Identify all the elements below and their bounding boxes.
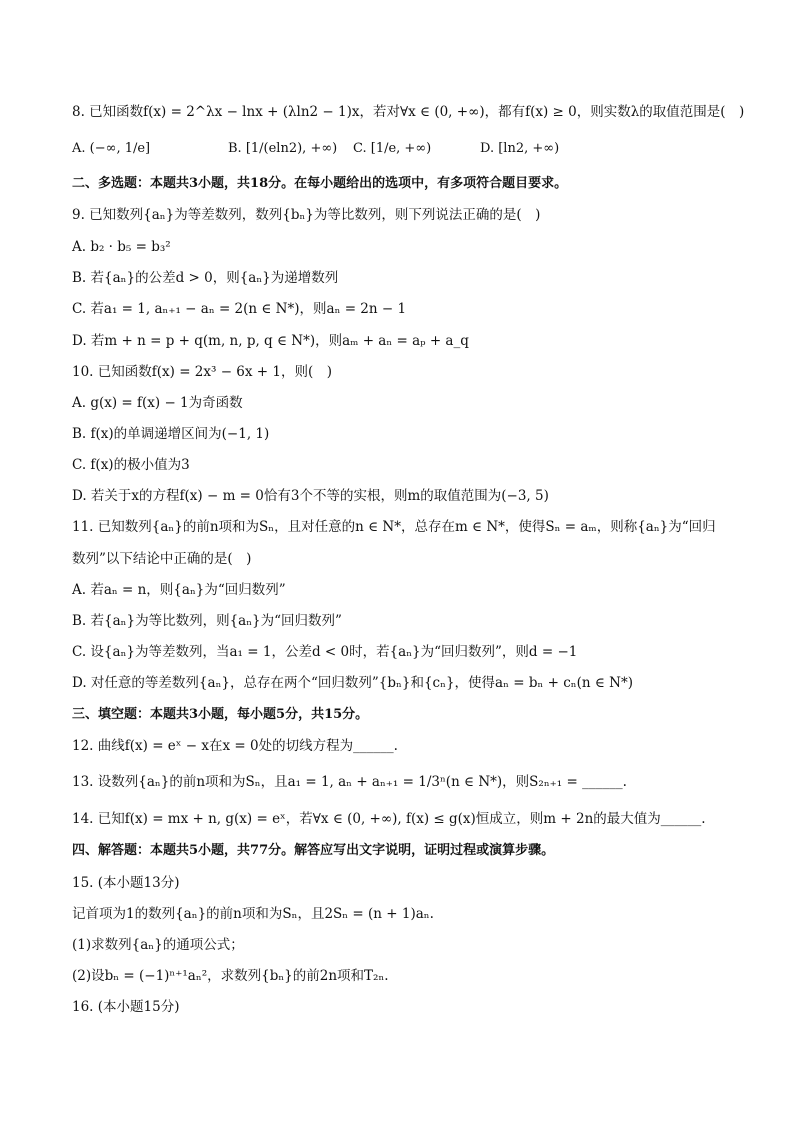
question-15-part-1: (1)求数列{aₙ}的通项公式；	[72, 937, 244, 953]
question-11-option-a: A. 若aₙ = n，则{aₙ}为“回归数列”	[72, 582, 286, 598]
section-heading-fill-in: 三、填空题：本题共3小题，每小题5分，共15分。	[72, 707, 369, 722]
question-8-option-a: A. (−∞, 1/e]	[72, 141, 151, 156]
question-14: 14. 已知f(x) = mx + n, g(x) = eˣ，若∀x ∈ (0, +∞), f(x) ≤ g(x)恒成立，则m + 2n的最大值为______.	[72, 811, 706, 827]
question-9-option-a: A. b₂ · b₅ = b₃²	[72, 239, 171, 255]
question-9-option-d: D. 若m + n = p + q(m, n, p, q ∈ N*)，则aₘ + aₙ = aₚ + a_q	[72, 333, 469, 349]
question-10-option-a: A. g(x) = f(x) − 1为奇函数	[72, 395, 243, 411]
question-15-stem: 记首项为1的数列{aₙ}的前n项和为Sₙ，且2Sₙ = (n + 1)aₙ.	[72, 906, 434, 922]
question-8-option-b: B. [1/(eln2), +∞)	[228, 141, 338, 156]
question-11-stem-line-2: 数列”以下结论中正确的是( )	[72, 551, 252, 567]
question-11-option-c: C. 设{aₙ}为等差数列，当a₁ = 1，公差d < 0时，若{aₙ}为“回归数列”，则d = −1	[72, 644, 578, 660]
question-8-stem: 8. 已知函数f(x) = 2^λx − lnx + (λln2 − 1)x，若对∀x ∈ (0, +∞)，都有f(x) ≥ 0，则实数λ的取值范围是( )	[72, 104, 745, 120]
question-8-option-c: C. [1/e, +∞)	[353, 141, 432, 156]
question-11-option-b: B. 若{aₙ}为等比数列，则{aₙ}为“回归数列”	[72, 613, 342, 629]
question-10-option-c: C. f(x)的极小值为3	[72, 457, 190, 473]
question-9-option-b: B. 若{aₙ}的公差d > 0，则{aₙ}为递增数列	[72, 270, 339, 286]
question-9-option-c: C. 若a₁ = 1, aₙ₊₁ − aₙ = 2(n ∈ N*)，则aₙ = 2n − 1	[72, 301, 407, 317]
question-10-option-b: B. f(x)的单调递增区间为(−1, 1)	[72, 426, 270, 442]
section-heading-answer: 四、解答题：本题共5小题，共77分。解答应写出文字说明，证明过程或演算步骤。	[72, 843, 555, 858]
question-9-stem: 9. 已知数列{aₙ}为等差数列，数列{bₙ}为等比数列，则下列说法正确的是( )	[72, 207, 541, 223]
question-15-title: 15. (本小题13分)	[72, 875, 180, 891]
question-16-title: 16. (本小题15分)	[72, 999, 180, 1015]
question-15-part-2: (2)设bₙ = (−1)ⁿ⁺¹aₙ²，求数列{bₙ}的前2n项和T₂ₙ.	[72, 968, 389, 984]
question-8-option-d: D. [ln2, +∞)	[480, 141, 560, 156]
section-heading-multiple-choice: 二、多选题：本题共3小题，共18分。在每小题给出的选项中，有多项符合题目要求。	[72, 176, 568, 191]
question-10-option-d: D. 若关于x的方程f(x) − m = 0恰有3个不等的实根，则m的取值范围为(−3, 5)	[72, 488, 549, 504]
question-11-stem-line-1: 11. 已知数列{aₙ}的前n项和为Sₙ，且对任意的n ∈ N*，总存在m ∈ N*，使得Sₙ = aₘ，则称{aₙ}为“回归	[72, 519, 716, 535]
question-11-option-d: D. 对任意的等差数列{aₙ}，总存在两个“回归数列”{bₙ}和{cₙ}，使得aₙ = bₙ + cₙ(n ∈ N*)	[72, 675, 633, 691]
question-13: 13. 设数列{aₙ}的前n项和为Sₙ，且a₁ = 1, aₙ + aₙ₊₁ = 1/3ⁿ(n ∈ N*)，则S₂ₙ₊₁ = ______.	[72, 774, 627, 790]
question-10-stem: 10. 已知函数f(x) = 2x³ − 6x + 1，则( )	[72, 364, 333, 380]
question-12: 12. 曲线f(x) = eˣ − x在x = 0处的切线方程为______.	[72, 738, 398, 754]
